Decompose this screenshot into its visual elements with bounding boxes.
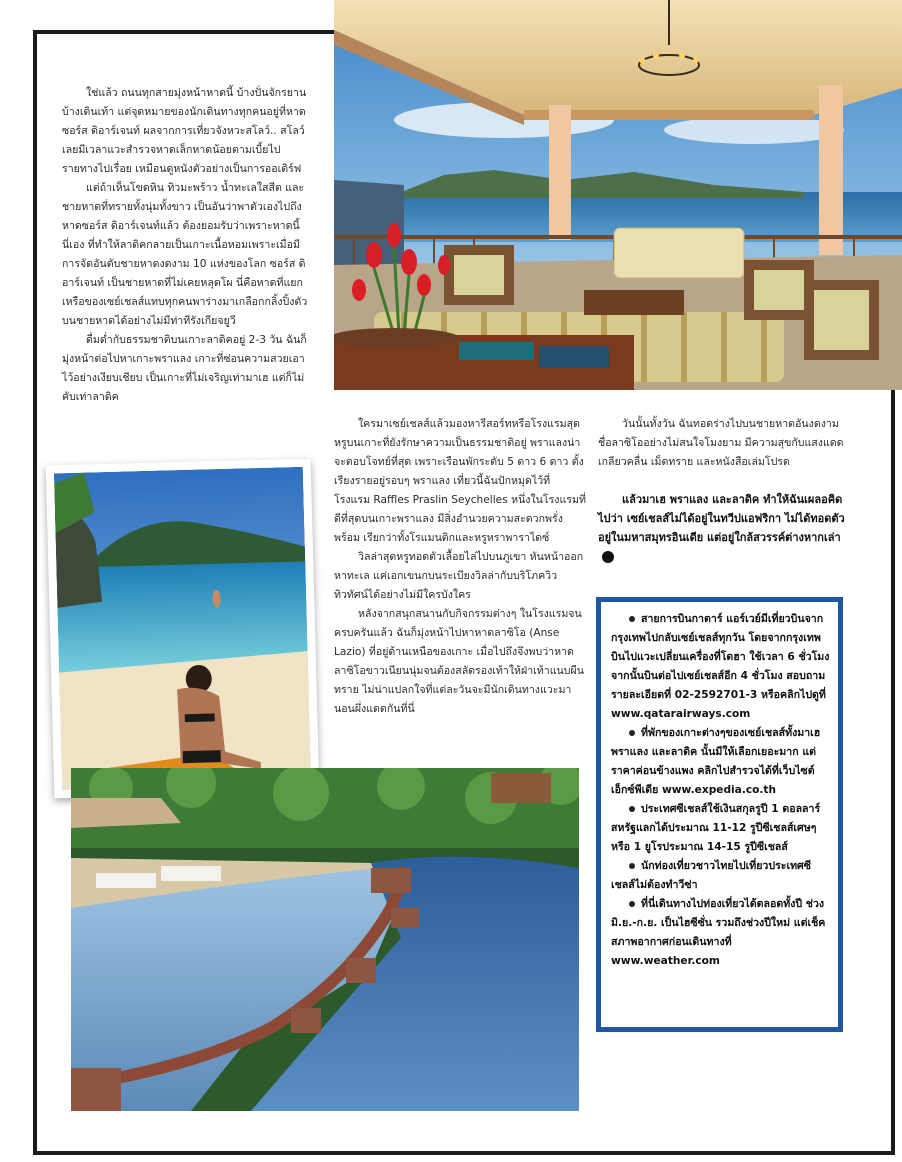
bullet-icon [629,863,635,869]
villa-terrace-photo [334,0,902,390]
left-column-text [62,84,312,407]
info-item: สายการบินกาตาร์ แอร์เวย์มีเที่ยวบินจากกรุงเทพไปกลับเซย์เชลส์ทุกวัน โดยจากกรุงเทพบินไปแวะเปลี่ยนเครื่องที่โดฮา ใช้เวลา 6 ชั่วโมง จากนั้นบินต่อไปเซย์เชลส์อีก 4 ชั่วโมง สอบถามรายละเอียดที่ 02-2592701-3 หรือคลิกไปดูที่ www.qatarairways.com [611,613,830,720]
infinity-pool-photo [71,768,579,1111]
left-paragraph-1: ใช่แล้ว ถนนทุกสายมุ่งหน้าหาดนี้ บ้างปั่นจักรยาน บ้างเดินเท้า แต่จุดหมายของนักเดินทางทุกคนอยู่ที่หาดซอร์ส ดิอาร์เจนท์ ผลจากการเที่ยวจังหวะสโลว์.. สโลว์ เลยมีเวลาแวะสำรวจหาดเล็กหาดน้อยตามเบี้ยไปรายทางไปเรื่อย เหมือนดูหนังตัวอย่างเป็นการออเดิร์ฟ [62,87,307,175]
info-item: ที่พักของเกาะต่างๆของเซย์เชลส์ทั้งมาเฮ พราแลง และลาดิค นั้นมีให้เลือกเยอะมาก แต่ราคาค่อนข้างแพง คลิกไปสำรวจได้ที่เว็บไซต์เอ็กซ์พีเดีย www.expedia.co.th [611,727,821,796]
middle-paragraph-2: วิลล่าสุดหรูทอดตัวเลื้อยไล่ไปบนภูเขา หันหน้าออกหาทะเล แค่เอกเขนกบนระเบียงวิลล่ากับบริโภควิวทิวทัศน์ได้อย่างไม่มีใครบังใคร [334,551,584,601]
right-paragraph-1: วันนั้นทั้งวัน ฉันทอดร่างไปบนชายหาดอันงดงาม ชื่อลาซิโออย่างไม่สนใจโมงยาม มีความสุขกับแสงแดด เกลียวคลื่น เม็ดทราย และหนังสือเล่มโปรด [598,418,844,468]
end-mark-icon [602,551,614,563]
closing-text [598,490,848,566]
bullet-icon [629,901,635,907]
right-column-text [598,415,848,472]
middle-paragraph-1: ใครมาเซย์เชลส์แล้วมองหารีสอร์ทหรือโรงแรมสุดหรูบนเกาะที่ยังรักษาความเป็นธรรมชาติอยู่ พราแลงน่าจะตอบโจทย์ที่สุด เพราะเรือนพักระดับ 5 ดาว 6 ดาว ตั้งเรียงรายอยู่รอบๆ พราแลง เที่ยวนี้ฉันปักหมุดไว้ที่ โรงแรม Raffles Praslin Seychelles หนึ่งในโรงแรมที่ดีที่สุดบนเกาะพราแลง มีสิ่งอำนวยความสะดวกพรั่งพร้อม เรียกว่าทั้งโรแมนติกและหรูหราพาราไดซ์ [334,418,586,544]
beach-photo [46,459,320,799]
bullet-icon [629,730,635,736]
info-item: ประเทศซีเชลส์ใช้เงินสกุลรูปี 1 ดอลลาร์สหรัฐแลกได้ประมาณ 11-12 รูปีซีเชลส์เศษๆ หรือ 1 ยูโรประมาณ 14-15 รูปีซีเชลส์ [611,803,821,853]
travel-info-box [596,597,843,1032]
bullet-icon [629,806,635,812]
info-item: ที่นี่เดินทางไปท่องเที่ยวได้ตลอดทั้งปี ช่วงมิ.ย.-ก.ย. เป็นไฮซีซั่น รวมถึงช่วงปีใหม่ แต่เช็คสภาพอากาศก่อนเดินทางที่ www.weather.com [611,898,826,967]
info-item: นักท่องเที่ยวชาวไทยไปเที่ยวประเทศซีเชลส์ไม่ต้องทำวีซ่า [611,860,811,891]
left-paragraph-3: ดื่มด่ำกับธรรมชาติบนเกาะลาดิคอยู่ 2-3 วัน ฉันก็มุ่งหน้าต่อไปหาเกาะพราแลง เกาะที่ซ่อนความสวยเอาไว้อย่างเงียบเชียบ เป็นเกาะที่ไม่เจริญเท่ามาเฮ แต่ก็ไม่คับเท่าลาดิค [62,334,307,403]
left-paragraph-2: แต่ถ้าเห็นโขดหิน ทิวมะพร้าว น้ำทะเลใสสีต และชายหาดที่ทรายทั้งนุ่มทั้งขาว เป็นอันว่าพาตัวเองไปถึงหาดซอร์ส ดิอาร์เจนท์แล้ว ต้องยอมรับว่าเพราะหาดนี้นี่เอง ที่ทำให้ลาดิคกลายเป็นเกาะเนื้อหอมเพราะเมื่อมีการจัดอันดับชายหาดงดงาม 10 แห่งของโลก ซอร์ส ดิอาร์เจนท์ เป็นชายหาดที่ไม่เคยหลุดโผ นี่คือหาดที่แยกเหรือของเซย์เชลส์แทบทุกคนพาร่างมาเกลือกกลิ้งปิ้งตัวบนชายหาดได้อย่างไม่มีท่าทีรังเกียจยูวี [62,182,308,327]
closing-paragraph: แล้วมาเฮ พราแลง และลาดิค ทำให้ฉันเผลอคิดไปว่า เซย์เชลส์ไม่ได้อยู่ในทวีปแอฟริกา ไม่ได้ทอดตัวอยู่ในมหาสมุทรอินเดีย แต่อยู่ใกล้สวรรค์ต่างหากเล่า [598,493,845,544]
middle-column-text [334,415,586,719]
bullet-icon [629,616,635,622]
middle-paragraph-3: หลังจากสนุกสนานกับกิจกรรมต่างๆ ในโรงแรมจนครบครันแล้ว ฉันก็มุ่งหน้าไปหาหาดลาซิโอ (Anse Lazio) ที่อยู่ด้านเหนือของเกาะ เมื่อไปถึงจึงพบว่าหาดลาซิโอขาวเนียนนุ่มจนต้องสลัดรองเท้าให้ฝ่าเท้าแนบผืนทราย ไม่น่าแปลกใจที่แต่ละวันจะมีนักเดินทางแวะมานอนผึ่งแดดกันที่นี่ [334,608,584,715]
travel-info-content [601,602,838,1027]
